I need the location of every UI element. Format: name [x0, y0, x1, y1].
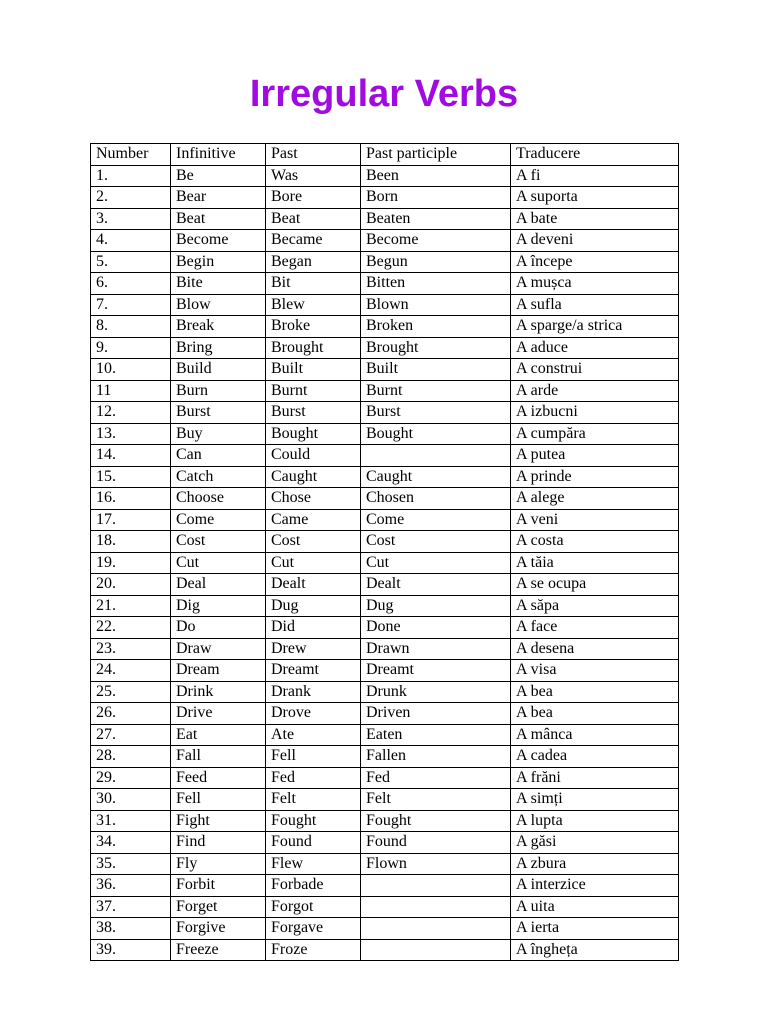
table-row: [91, 359, 679, 381]
cell-past: Bought: [266, 423, 361, 445]
cell-past: Came: [266, 509, 361, 531]
cell-past-participle: Begun: [361, 251, 511, 273]
cell-traducere: A îngheța: [511, 939, 679, 961]
cell-infinitive: Blow: [171, 294, 266, 316]
cell-past: Burst: [266, 402, 361, 424]
table-row: [91, 380, 679, 402]
cell-past-participle: Done: [361, 617, 511, 639]
cell-past: Drank: [266, 681, 361, 703]
cell-past: Did: [266, 617, 361, 639]
cell-infinitive: Dig: [171, 595, 266, 617]
cell-past-participle: Been: [361, 165, 511, 187]
cell-number: 16.: [91, 488, 171, 510]
cell-traducere: A izbucni: [511, 402, 679, 424]
cell-number: 12.: [91, 402, 171, 424]
table-row: [91, 230, 679, 252]
cell-infinitive: Do: [171, 617, 266, 639]
cell-traducere: A construi: [511, 359, 679, 381]
cell-number: 36.: [91, 875, 171, 897]
cell-past-participle: Beaten: [361, 208, 511, 230]
cell-past-participle: Broken: [361, 316, 511, 338]
cell-number: 35.: [91, 853, 171, 875]
cell-infinitive: Cost: [171, 531, 266, 553]
cell-number: 39.: [91, 939, 171, 961]
cell-infinitive: Freeze: [171, 939, 266, 961]
cell-past: Blew: [266, 294, 361, 316]
cell-number: 29.: [91, 767, 171, 789]
cell-infinitive: Deal: [171, 574, 266, 596]
header-past: Past: [266, 144, 361, 166]
cell-past-participle: Dealt: [361, 574, 511, 596]
cell-number: 31.: [91, 810, 171, 832]
cell-number: 38.: [91, 918, 171, 940]
cell-past: Forgave: [266, 918, 361, 940]
cell-past: Cost: [266, 531, 361, 553]
cell-past-participle: Drunk: [361, 681, 511, 703]
cell-past: Bore: [266, 187, 361, 209]
cell-past-participle: Bought: [361, 423, 511, 445]
cell-past-participle: Blown: [361, 294, 511, 316]
header-traducere: Traducere: [511, 144, 679, 166]
table-body: [91, 165, 679, 961]
cell-infinitive: Fell: [171, 789, 266, 811]
cell-traducere: A visa: [511, 660, 679, 682]
cell-number: 25.: [91, 681, 171, 703]
cell-number: 37.: [91, 896, 171, 918]
cell-past: Flew: [266, 853, 361, 875]
cell-past: Fell: [266, 746, 361, 768]
table-row: [91, 660, 679, 682]
cell-number: 30.: [91, 789, 171, 811]
table-row: [91, 896, 679, 918]
cell-past-participle: Fought: [361, 810, 511, 832]
cell-infinitive: Find: [171, 832, 266, 854]
cell-number: 21.: [91, 595, 171, 617]
header-infinitive: Infinitive: [171, 144, 266, 166]
table-row: [91, 165, 679, 187]
cell-past-participle: [361, 445, 511, 467]
cell-traducere: A frăni: [511, 767, 679, 789]
cell-past-participle: Cost: [361, 531, 511, 553]
cell-past-participle: Dug: [361, 595, 511, 617]
cell-infinitive: Bear: [171, 187, 266, 209]
cell-traducere: A bate: [511, 208, 679, 230]
table-row: [91, 187, 679, 209]
cell-infinitive: Bite: [171, 273, 266, 295]
cell-traducere: A veni: [511, 509, 679, 531]
cell-past-participle: Built: [361, 359, 511, 381]
cell-infinitive: Draw: [171, 638, 266, 660]
cell-traducere: A mânca: [511, 724, 679, 746]
cell-past-participle: Born: [361, 187, 511, 209]
cell-traducere: A uita: [511, 896, 679, 918]
cell-infinitive: Buy: [171, 423, 266, 445]
cell-past-participle: Burnt: [361, 380, 511, 402]
cell-infinitive: Be: [171, 165, 266, 187]
cell-past-participle: [361, 896, 511, 918]
table-row: [91, 724, 679, 746]
cell-traducere: A arde: [511, 380, 679, 402]
cell-past-participle: Fallen: [361, 746, 511, 768]
table-row: [91, 488, 679, 510]
cell-number: 10.: [91, 359, 171, 381]
cell-past-participle: Caught: [361, 466, 511, 488]
table-row: [91, 273, 679, 295]
cell-number: 24.: [91, 660, 171, 682]
cell-past-participle: Drawn: [361, 638, 511, 660]
cell-past: Forgot: [266, 896, 361, 918]
cell-number: 18.: [91, 531, 171, 553]
cell-past: Burnt: [266, 380, 361, 402]
cell-traducere: A începe: [511, 251, 679, 273]
table-row: [91, 939, 679, 961]
cell-past-participle: Fed: [361, 767, 511, 789]
cell-past-participle: [361, 875, 511, 897]
cell-number: 20.: [91, 574, 171, 596]
cell-traducere: A aduce: [511, 337, 679, 359]
cell-infinitive: Can: [171, 445, 266, 467]
cell-past: Beat: [266, 208, 361, 230]
cell-past: Began: [266, 251, 361, 273]
cell-traducere: A cumpăra: [511, 423, 679, 445]
cell-number: 28.: [91, 746, 171, 768]
cell-past: Bit: [266, 273, 361, 295]
cell-traducere: A lupta: [511, 810, 679, 832]
cell-number: 9.: [91, 337, 171, 359]
cell-past: Felt: [266, 789, 361, 811]
cell-past: Chose: [266, 488, 361, 510]
table-row: [91, 552, 679, 574]
cell-infinitive: Fly: [171, 853, 266, 875]
page-title: Irregular Verbs: [249, 73, 519, 115]
cell-infinitive: Forgive: [171, 918, 266, 940]
cell-infinitive: Choose: [171, 488, 266, 510]
cell-traducere: A prinde: [511, 466, 679, 488]
cell-infinitive: Fight: [171, 810, 266, 832]
table-row: [91, 810, 679, 832]
cell-past: Dealt: [266, 574, 361, 596]
cell-traducere: A mușca: [511, 273, 679, 295]
cell-past: Cut: [266, 552, 361, 574]
cell-past-participle: Chosen: [361, 488, 511, 510]
table-row: [91, 595, 679, 617]
cell-infinitive: Burn: [171, 380, 266, 402]
cell-past: Ate: [266, 724, 361, 746]
cell-traducere: A simți: [511, 789, 679, 811]
cell-past: Brought: [266, 337, 361, 359]
header-past-participle: Past participle: [361, 144, 511, 166]
table-row: [91, 402, 679, 424]
cell-traducere: A se ocupa: [511, 574, 679, 596]
cell-past: Fought: [266, 810, 361, 832]
cell-infinitive: Burst: [171, 402, 266, 424]
cell-infinitive: Come: [171, 509, 266, 531]
cell-traducere: A alege: [511, 488, 679, 510]
table-row: [91, 681, 679, 703]
cell-traducere: A face: [511, 617, 679, 639]
cell-traducere: A interzice: [511, 875, 679, 897]
cell-past-participle: Found: [361, 832, 511, 854]
header-row: [91, 144, 679, 166]
cell-past: Caught: [266, 466, 361, 488]
cell-infinitive: Begin: [171, 251, 266, 273]
cell-number: 17.: [91, 509, 171, 531]
table-row: [91, 703, 679, 725]
table-row: [91, 531, 679, 553]
table-row: [91, 832, 679, 854]
cell-past: Broke: [266, 316, 361, 338]
cell-traducere: A sparge/a strica: [511, 316, 679, 338]
table-row: [91, 294, 679, 316]
cell-traducere: A costa: [511, 531, 679, 553]
cell-past: Froze: [266, 939, 361, 961]
cell-past-participle: Flown: [361, 853, 511, 875]
table-row: [91, 208, 679, 230]
table-row: [91, 251, 679, 273]
cell-past-participle: [361, 939, 511, 961]
cell-past-participle: Eaten: [361, 724, 511, 746]
cell-number: 13.: [91, 423, 171, 445]
cell-infinitive: Become: [171, 230, 266, 252]
cell-past-participle: Burst: [361, 402, 511, 424]
cell-past: Was: [266, 165, 361, 187]
cell-infinitive: Feed: [171, 767, 266, 789]
cell-traducere: A deveni: [511, 230, 679, 252]
table-row: [91, 746, 679, 768]
table-row: [91, 316, 679, 338]
cell-number: 11: [91, 380, 171, 402]
cell-traducere: A bea: [511, 703, 679, 725]
cell-number: 23.: [91, 638, 171, 660]
cell-number: 22.: [91, 617, 171, 639]
cell-past-participle: Dreamt: [361, 660, 511, 682]
cell-traducere: A desena: [511, 638, 679, 660]
cell-infinitive: Beat: [171, 208, 266, 230]
cell-infinitive: Fall: [171, 746, 266, 768]
table-row: [91, 875, 679, 897]
cell-past: Dreamt: [266, 660, 361, 682]
cell-past: Became: [266, 230, 361, 252]
cell-past-participle: [361, 918, 511, 940]
cell-infinitive: Drink: [171, 681, 266, 703]
cell-traducere: A tăia: [511, 552, 679, 574]
cell-traducere: A cadea: [511, 746, 679, 768]
table-row: [91, 337, 679, 359]
table-row: [91, 423, 679, 445]
cell-infinitive: Forget: [171, 896, 266, 918]
cell-infinitive: Build: [171, 359, 266, 381]
cell-infinitive: Break: [171, 316, 266, 338]
cell-number: 6.: [91, 273, 171, 295]
table-row: [91, 789, 679, 811]
cell-traducere: A zbura: [511, 853, 679, 875]
cell-past: Drew: [266, 638, 361, 660]
irregular-verbs-table: [90, 143, 679, 961]
cell-past-participle: Cut: [361, 552, 511, 574]
cell-infinitive: Forbit: [171, 875, 266, 897]
cell-number: 3.: [91, 208, 171, 230]
cell-number: 8.: [91, 316, 171, 338]
cell-number: 27.: [91, 724, 171, 746]
table-row: [91, 767, 679, 789]
table-header: [91, 144, 679, 166]
cell-number: 1.: [91, 165, 171, 187]
cell-past-participle: Driven: [361, 703, 511, 725]
cell-number: 15.: [91, 466, 171, 488]
cell-traducere: A fi: [511, 165, 679, 187]
cell-number: 19.: [91, 552, 171, 574]
cell-past: Forbade: [266, 875, 361, 897]
table-row: [91, 853, 679, 875]
table-row: [91, 466, 679, 488]
table-row: [91, 918, 679, 940]
cell-traducere: A suporta: [511, 187, 679, 209]
cell-past-participle: Become: [361, 230, 511, 252]
table-row: [91, 574, 679, 596]
cell-past-participle: Felt: [361, 789, 511, 811]
cell-number: 7.: [91, 294, 171, 316]
cell-infinitive: Drive: [171, 703, 266, 725]
table-row: [91, 445, 679, 467]
cell-traducere: A bea: [511, 681, 679, 703]
cell-past: Found: [266, 832, 361, 854]
cell-number: 4.: [91, 230, 171, 252]
cell-traducere: A ierta: [511, 918, 679, 940]
cell-infinitive: Bring: [171, 337, 266, 359]
header-number: Number: [91, 144, 171, 166]
cell-past: Could: [266, 445, 361, 467]
cell-past-participle: Come: [361, 509, 511, 531]
cell-number: 2.: [91, 187, 171, 209]
cell-infinitive: Eat: [171, 724, 266, 746]
cell-past-participle: Brought: [361, 337, 511, 359]
cell-infinitive: Catch: [171, 466, 266, 488]
table-row: [91, 509, 679, 531]
cell-past: Drove: [266, 703, 361, 725]
cell-number: 14.: [91, 445, 171, 467]
cell-traducere: A găsi: [511, 832, 679, 854]
cell-number: 5.: [91, 251, 171, 273]
table-row: [91, 638, 679, 660]
cell-number: 26.: [91, 703, 171, 725]
cell-past: Fed: [266, 767, 361, 789]
cell-past: Built: [266, 359, 361, 381]
cell-traducere: A putea: [511, 445, 679, 467]
cell-number: 34.: [91, 832, 171, 854]
cell-traducere: A sufla: [511, 294, 679, 316]
cell-infinitive: Cut: [171, 552, 266, 574]
cell-traducere: A săpa: [511, 595, 679, 617]
table-row: [91, 617, 679, 639]
cell-past-participle: Bitten: [361, 273, 511, 295]
cell-past: Dug: [266, 595, 361, 617]
cell-infinitive: Dream: [171, 660, 266, 682]
